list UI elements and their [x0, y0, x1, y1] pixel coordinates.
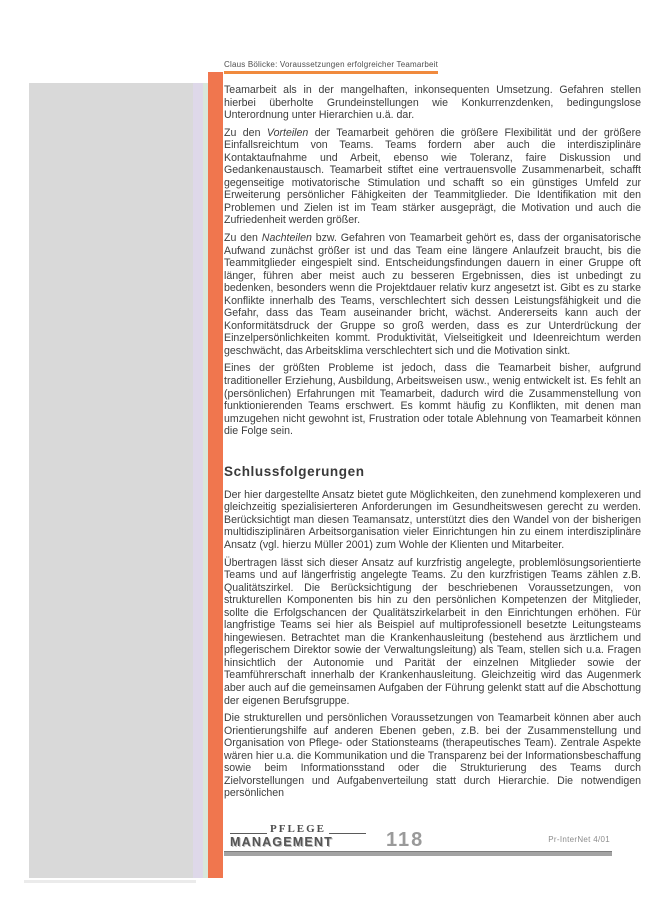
emphasized-word: Vorteilen	[266, 126, 309, 139]
article-column	[224, 54, 641, 822]
page-number: 118	[386, 829, 425, 851]
footer-rule	[224, 851, 612, 856]
paragraph-text: Zu den	[224, 126, 267, 139]
logo-top-row	[230, 824, 366, 835]
accent-stripe-lavender	[193, 83, 203, 878]
logo-line-pflege: PFLEGE	[270, 823, 327, 835]
pflege-management-logo	[230, 824, 366, 849]
paragraph-uebertragen: Übertragen lässt sich dieser Ansatz auf kurzfristig angelegte, problemlösungsorientierte Teams und auf längerfristig angelegte Teams. Zu den kurzfristigen Teams zählen z.B. Qualitätszirkel. Die Berücksichtigung der beschriebenen Voraussetzungen, von strukturellen Komponenten bis hin zu den persönlichen Kompetenzen der Mitglieder, sollte die Erfolgschancen der Qualitätszirkelarbeit in den Einrichtungen erhöhen. Für langfristige Teams sei hier als Beispiel auf multiprofessionell besetzte Leitungsteams hingewiesen. Betrachtet man die Krankenhausleitung (bestehend aus ärztlichem und pflegerischem Direktor sowie der Verwaltungsleitung) als Team, stellen sich u.a. Fragen hinsichtlich der Autonomie und Parität der einzelnen Mitglieder sowie der Teamführerschaft innerhalb der Krankenhausleitung. Gleichzeitig wird das Augenmerk aber auch auf die gemeinsamen Aufgaben der Führung gelenkt statt auf die Abschottung der eigenen Berufsgruppe.	[224, 556, 641, 707]
paragraph-text: der Teamarbeit gehören die größere Flexibilität und der größere Einfallsreichtum von Teams. Teams fordern aber auch die interdisziplinäre Kontaktaufnahme und Arbeit, ebenso wie Toleranz, faire Diskussion und Gedankenaustausch. Teamarbeit stiftet eine vertrauensvolle Zusammenarbeit, schafft gegenseitige motivatorische Stimulation und schafft so ein günstiges Umfeld zur Erweiterung persönlicher Fähigkeiten der Teammitglieder. Die Identifikation mit den Problemen und Zielen ist im Team stärker ausgeprägt, die Motivation und auch die Zufriedenheit werden größer.	[224, 126, 641, 227]
paragraph-probleme: Eines der größten Probleme ist jedoch, dass die Teamarbeit bisher, aufgrund traditioneller Erziehung, Ausbildung, Arbeitsweisen usw., wenig entwickelt ist. Es fehlt an (persönlichen) Erfahrungen mit Teamarbeit, dadurch wird die Zusammenstellung von funktionierenden Teams erschwert. Es kommt häufig zu Konflikten, mit denen man umzugehen nicht gewohnt ist, Frustration oder totale Ablehnung von Teamarbeit können die Folge sein.	[224, 362, 641, 438]
page-footer	[224, 824, 612, 858]
accent-stripe-orange	[208, 72, 223, 878]
paragraph-text: Zu den	[224, 232, 262, 245]
paragraph-ansatz: Der hier dargestellte Ansatz bietet gute Möglichkeiten, den zunehmend komplexeren und gleichzeitig spezialisierteren Anforderungen im Gesundheitswesen gerecht zu werden. Berücksichtigt man diesen Teamansatz, unterstützt dies den Wandel von der bisherigen multidisziplinären Arbeitsorganisation vieler Einrichtungen hin zu einem interdisziplinäre Ansatz (vgl. hierzu Müller 2001) zum Wohle der Klienten und Mitarbeiter.	[224, 488, 641, 551]
section-heading-schlussfolgerungen: Schlussfolgerungen	[224, 463, 365, 479]
logo-rule-left	[230, 833, 267, 834]
emphasized-word: Nachteilen	[261, 232, 312, 245]
paragraph-vorteile	[224, 127, 641, 227]
left-margin-panel	[29, 83, 193, 878]
issue-label: Pr-InterNet 4/01	[548, 835, 610, 844]
panel-shadow-line	[24, 880, 196, 883]
paragraph-umsetzung: Teamarbeit als in der mangelhaften, inkonsequenten Umsetzung. Gefahren stellen hierbei überholte Grundeinstellungen wie Konkurrenzdenken, bedingungslose Unterordnung unter Hierarchien u.ä. dar.	[224, 84, 641, 122]
paragraph-text: bzw. Gefahren von Teamarbeit gehört es, dass der organisatorische Aufwand zunächst größer ist und das Team eine längere Anlaufzeit braucht, bis die Teammitglieder eingespielt sind. Entscheidungsfindungen dauern in einer Gruppe oft länger, führen aber meist auch zu besseren Ergebnissen, dies ist unbedingt zu bedenken, besonders wenn die Projektdauer relativ kurz angesetzt ist. Gibt es zu starke Konflikte innerhalb des Teams, verschlechtert sich dessen Leistungsfähigkeit und die Gefahr, dass das Team auseinander bricht, wächst. Andererseits kann auch der Konformitätsdruck der Gruppe so groß werden, dass es zur Unterdrückung der Einzelpersönlichkeiten kommt. Produktivität, Vielseitigkeit und Ideenreichtum werden geschwächt, das Arbeitsklima verschlechtert sich und die Motivation sinkt.	[224, 232, 641, 357]
logo-rule-right	[329, 833, 366, 834]
running-head: Claus Bölicke: Voraussetzungen erfolgreicher Teamarbeit	[224, 60, 438, 74]
logo-line-management: MANAGEMENT	[230, 835, 333, 849]
paragraph-nachteile	[224, 232, 641, 357]
paragraph-strukturell: Die strukturellen und persönlichen Voraussetzungen von Teamarbeit können aber auch Orientierungshilfe auf anderen Ebenen geben, z.B. bei der Zusammenstellung und Organisation von Pflege- oder Stationsteams (therapeutisches Team). Zentrale Aspekte wären hier u.a. die Kommunikation und die Transparenz bei der Informationsbeschaffung sowie beim Informationsstand oder die Strukturierung des Teams durch Zielvorstellungen und Aufgabenverteilung statt durch Hierarchie. Die notwendigen persönlichen	[224, 712, 641, 800]
